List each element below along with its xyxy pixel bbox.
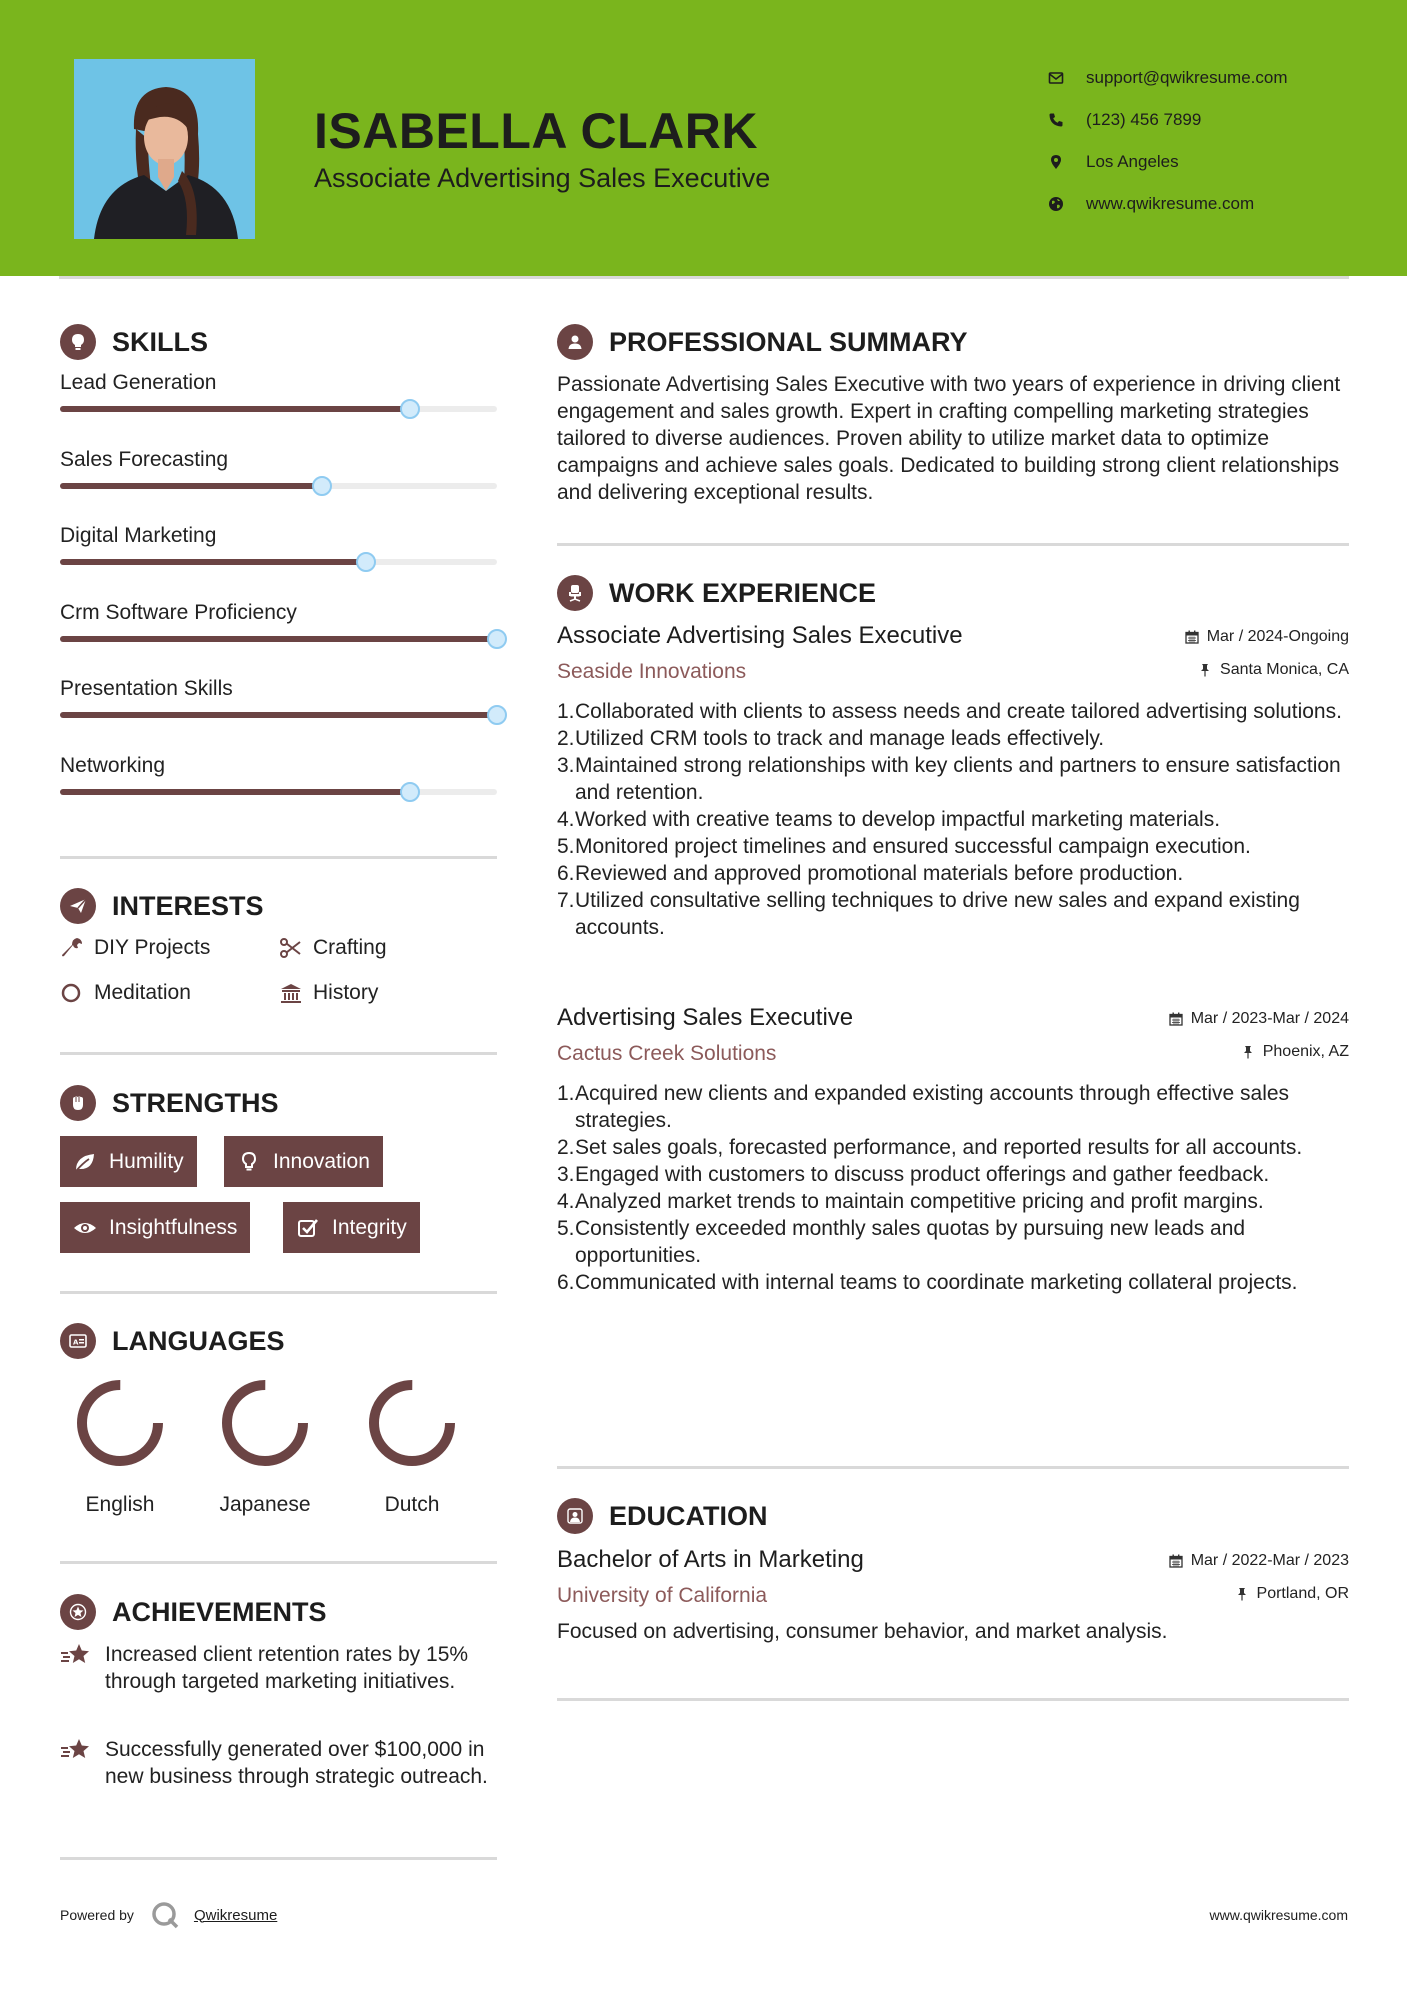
- achievements-divider: [60, 1857, 497, 1860]
- experience-heading: [557, 575, 876, 611]
- contact-phone[interactable]: [1048, 99, 1288, 141]
- contact-website-text: www.qwikresume.com: [1086, 194, 1255, 213]
- qwikresume-logo-icon: [150, 1900, 180, 1930]
- language-level-ring: [364, 1375, 460, 1471]
- interest-item: [60, 981, 191, 1005]
- interests-divider: [60, 1052, 497, 1055]
- lightbulb-icon: [237, 1150, 261, 1174]
- skill-bar: [60, 636, 497, 642]
- interests-title: INTERESTS: [112, 890, 264, 921]
- circle-icon: [60, 981, 84, 1005]
- language-label: Japanese: [219, 1493, 311, 1516]
- leaf-icon: [73, 1150, 97, 1174]
- skills-divider: [60, 856, 497, 859]
- job-bullet: 5. Monitored project timelines and ensured successful campaign execution.: [557, 835, 1251, 858]
- skill-item: [60, 448, 497, 472]
- language-card-icon: [60, 1323, 96, 1359]
- job-date-text: Mar / 2024-Ongoing: [1206, 628, 1349, 645]
- contact-phone-text: (123) 456 7899: [1086, 110, 1202, 129]
- job-bullets: [557, 1080, 1349, 1296]
- job-bullet: 6. Communicated with internal teams to coordinate marketing collateral projects.: [557, 1271, 1298, 1294]
- pushpin-icon: [1235, 1587, 1249, 1601]
- paper-plane-icon: [60, 888, 96, 924]
- scissors-icon: [279, 936, 303, 960]
- job-location-text: Santa Monica, CA: [1220, 661, 1349, 678]
- job-entry: [557, 1004, 1349, 1296]
- interests-heading: [60, 888, 264, 924]
- contact-email[interactable]: [1048, 57, 1288, 99]
- education-description: Focused on advertising, consumer behavior, and market analysis.: [557, 1620, 1168, 1643]
- education-divider: [557, 1698, 1349, 1701]
- language-level-arc: [82, 1385, 158, 1461]
- contact-email-text: support@qwikresume.com: [1086, 68, 1288, 87]
- skill-bar-fill: [60, 636, 497, 642]
- museum-icon: [279, 981, 303, 1005]
- skill-item: [60, 524, 497, 548]
- skill-level-knob: [400, 399, 420, 419]
- skill-bar-fill: [60, 712, 497, 718]
- profile-photo: [74, 59, 255, 239]
- skills-heading: [60, 324, 208, 360]
- summary-title: PROFESSIONAL SUMMARY: [609, 326, 968, 357]
- interest-label: Crafting: [313, 936, 387, 959]
- achievement-text: Successfully generated over $100,000 in new business through strategic outreach.: [105, 1738, 488, 1788]
- education-heading: [557, 1498, 768, 1534]
- job-bullet: 5. Consistently exceeded monthly sales quotas by pursuing new leads and opportunities.: [557, 1217, 1246, 1267]
- education-date-text: Mar / 2022-Mar / 2023: [1190, 1552, 1349, 1569]
- interest-item: [60, 936, 210, 960]
- skill-bar-fill: [60, 406, 410, 412]
- strength-tag: [224, 1136, 383, 1187]
- profile-photo-image: [74, 59, 255, 239]
- job-company: Seaside Innovations: [557, 660, 747, 683]
- job-location-text: Phoenix, AZ: [1262, 1043, 1349, 1060]
- skill-bar: [60, 406, 497, 412]
- map-pin-icon: [1048, 154, 1064, 170]
- job-bullet: 1. Collaborated with clients to assess needs and create tailored advertising solutions.: [557, 700, 1342, 723]
- phone-icon: [1048, 112, 1064, 128]
- skill-bar: [60, 559, 497, 565]
- skills-title: SKILLS: [112, 326, 209, 357]
- powered-by-text: Powered by: [60, 1907, 134, 1923]
- education-entry: [557, 1546, 1349, 1644]
- skill-item: [60, 601, 497, 625]
- contact-location: [1048, 141, 1288, 183]
- skill-item: [60, 371, 497, 395]
- education-title: EDUCATION: [609, 1500, 768, 1531]
- skill-level-knob: [487, 705, 507, 725]
- summary-divider: [557, 543, 1349, 546]
- job-bullet: 2. Utilized CRM tools to track and manage leads effectively.: [557, 727, 1105, 750]
- calendar-icon: [1185, 630, 1199, 644]
- job-location: [1241, 1043, 1349, 1061]
- header-banner: [0, 0, 1407, 276]
- language-item: [342, 1375, 482, 1517]
- language-label: Dutch: [384, 1493, 440, 1516]
- skill-label: Presentation Skills: [60, 677, 233, 700]
- interest-label: History: [313, 981, 379, 1004]
- job-bullet: 4. Worked with creative teams to develop impactful marketing materials.: [557, 808, 1221, 831]
- languages-title: LANGUAGES: [112, 1325, 285, 1356]
- job-bullet: 4. Analyzed market trends to maintain competitive pricing and profit margins.: [557, 1190, 1264, 1213]
- interest-item: [279, 936, 387, 960]
- job-bullet: 7. Utilized consultative selling techniques to drive new sales and expand existing accounts.: [557, 889, 1300, 939]
- job-bullet: 2. Set sales goals, forecasted performance, and reported results for all accounts.: [557, 1136, 1303, 1159]
- language-item: [50, 1375, 190, 1517]
- envelope-icon: [1048, 70, 1064, 86]
- office-chair-icon: [557, 575, 593, 611]
- achievement-item: [60, 1641, 500, 1695]
- job-bullet: 1. Acquired new clients and expanded existing accounts through effective sales strategies.: [557, 1082, 1290, 1132]
- summary-text: Passionate Advertising Sales Executive with two years of experience in driving client engagement and sales growth. Expert in crafting compelling marketing strategies tailored to diverse audiences. Proven ability to utilize market data to optimize campaigns and achieve sales goals. Dedicated to building strong client relationships and delivering exceptional results.: [557, 373, 1341, 504]
- job-date: [1169, 1010, 1349, 1028]
- language-level-ring: [72, 1375, 168, 1471]
- strength-tag: [60, 1202, 250, 1253]
- strengths-heading: [60, 1085, 279, 1121]
- header-divider: [59, 276, 1349, 279]
- interest-label: Meditation: [94, 981, 191, 1004]
- globe-icon: [1048, 196, 1064, 212]
- skill-item: [60, 754, 497, 778]
- pushpin-icon: [1198, 663, 1212, 677]
- job-date: [1185, 628, 1349, 646]
- job-bullet: 3. Maintained strong relationships with key clients and partners to ensure satisfaction and retention.: [557, 754, 1341, 804]
- skill-bar: [60, 789, 497, 795]
- job-company: Cactus Creek Solutions: [557, 1042, 777, 1065]
- job-entry: [557, 622, 1349, 941]
- education-degree: Bachelor of Arts in Marketing: [557, 1546, 864, 1573]
- wrench-icon: [60, 936, 84, 960]
- skill-label: Networking: [60, 753, 166, 777]
- contact-list: [1048, 57, 1288, 225]
- language-level-ring: [217, 1375, 313, 1471]
- checkbox-icon: [296, 1216, 320, 1240]
- qwikresume-link[interactable]: Qwikresume: [193, 1906, 278, 1924]
- job-role: Advertising Sales Executive: [557, 1004, 854, 1031]
- strengths-title: STRENGTHS: [112, 1087, 279, 1118]
- strength-label: Insightfulness: [109, 1215, 238, 1239]
- skill-level-knob: [312, 476, 332, 496]
- language-label: English: [85, 1493, 155, 1516]
- star-badge-icon: [60, 1594, 96, 1630]
- shooting-star-icon: [60, 1641, 92, 1669]
- fist-icon: [60, 1085, 96, 1121]
- calendar-icon: [1169, 1012, 1183, 1026]
- skill-bar-fill: [60, 789, 410, 795]
- job-bullets: [557, 698, 1349, 941]
- calendar-icon: [1169, 1554, 1183, 1568]
- achievement-text: Increased client retention rates by 15% through targeted marketing initiatives.: [105, 1643, 469, 1693]
- graduate-icon: [557, 1498, 593, 1534]
- languages-divider: [60, 1561, 497, 1564]
- eye-icon: [73, 1216, 97, 1240]
- skill-label: Digital Marketing: [60, 524, 217, 547]
- job-bullet: 6. Reviewed and approved promotional materials before production.: [557, 862, 1184, 885]
- strength-label: Humility: [109, 1149, 184, 1173]
- education-location: [1235, 1585, 1349, 1603]
- strength-label: Innovation: [273, 1149, 370, 1173]
- interest-label: DIY Projects: [94, 936, 211, 959]
- lightbulb-icon: [60, 324, 96, 360]
- skill-level-knob: [356, 552, 376, 572]
- footer-powered-by: [60, 1900, 277, 1930]
- skill-level-knob: [487, 629, 507, 649]
- skill-label: Crm Software Proficiency: [60, 600, 297, 624]
- interest-item: [279, 981, 378, 1005]
- skill-bar: [60, 483, 497, 489]
- education-location-text: Portland, OR: [1256, 1585, 1349, 1602]
- pushpin-icon: [1241, 1045, 1255, 1059]
- shooting-star-icon: [60, 1736, 92, 1764]
- job-role: Associate Advertising Sales Executive: [557, 622, 963, 649]
- education-date: [1169, 1552, 1349, 1570]
- footer-website-link[interactable]: www.qwikresume.com: [1209, 1907, 1348, 1923]
- experience-title: WORK EXPERIENCE: [609, 577, 877, 608]
- strength-label: Integrity: [332, 1215, 407, 1239]
- strength-tag: [283, 1202, 420, 1253]
- candidate-name: ISABELLA CLARK: [314, 103, 759, 159]
- skill-label: Lead Generation: [60, 371, 217, 394]
- user-icon: [557, 324, 593, 360]
- skill-label: Sales Forecasting: [60, 447, 229, 471]
- skill-item: [60, 677, 497, 701]
- skill-bar: [60, 712, 497, 718]
- job-bullet: 3. Engaged with customers to discuss product offerings and gather feedback.: [557, 1163, 1270, 1186]
- svg-text:A: A: [73, 1338, 79, 1347]
- skill-level-knob: [400, 782, 420, 802]
- summary-heading: [557, 324, 968, 360]
- strengths-divider: [60, 1291, 497, 1294]
- language-item: [195, 1375, 335, 1517]
- strength-tag: [60, 1136, 197, 1187]
- contact-location-text: Los Angeles: [1086, 152, 1179, 171]
- achievements-heading: [60, 1594, 327, 1630]
- job-location: [1198, 661, 1349, 679]
- education-school: University of California: [557, 1584, 768, 1607]
- language-level-arc: [374, 1385, 450, 1461]
- skill-bar-fill: [60, 483, 322, 489]
- experience-divider: [557, 1466, 1349, 1469]
- languages-heading: [60, 1323, 285, 1359]
- candidate-title: Associate Advertising Sales Executive: [314, 163, 771, 193]
- contact-website[interactable]: [1048, 183, 1288, 225]
- achievement-item: [60, 1736, 500, 1790]
- language-level-arc: [227, 1385, 303, 1461]
- achievements-title: ACHIEVEMENTS: [112, 1596, 327, 1627]
- job-date-text: Mar / 2023-Mar / 2024: [1190, 1010, 1349, 1027]
- skill-bar-fill: [60, 559, 366, 565]
